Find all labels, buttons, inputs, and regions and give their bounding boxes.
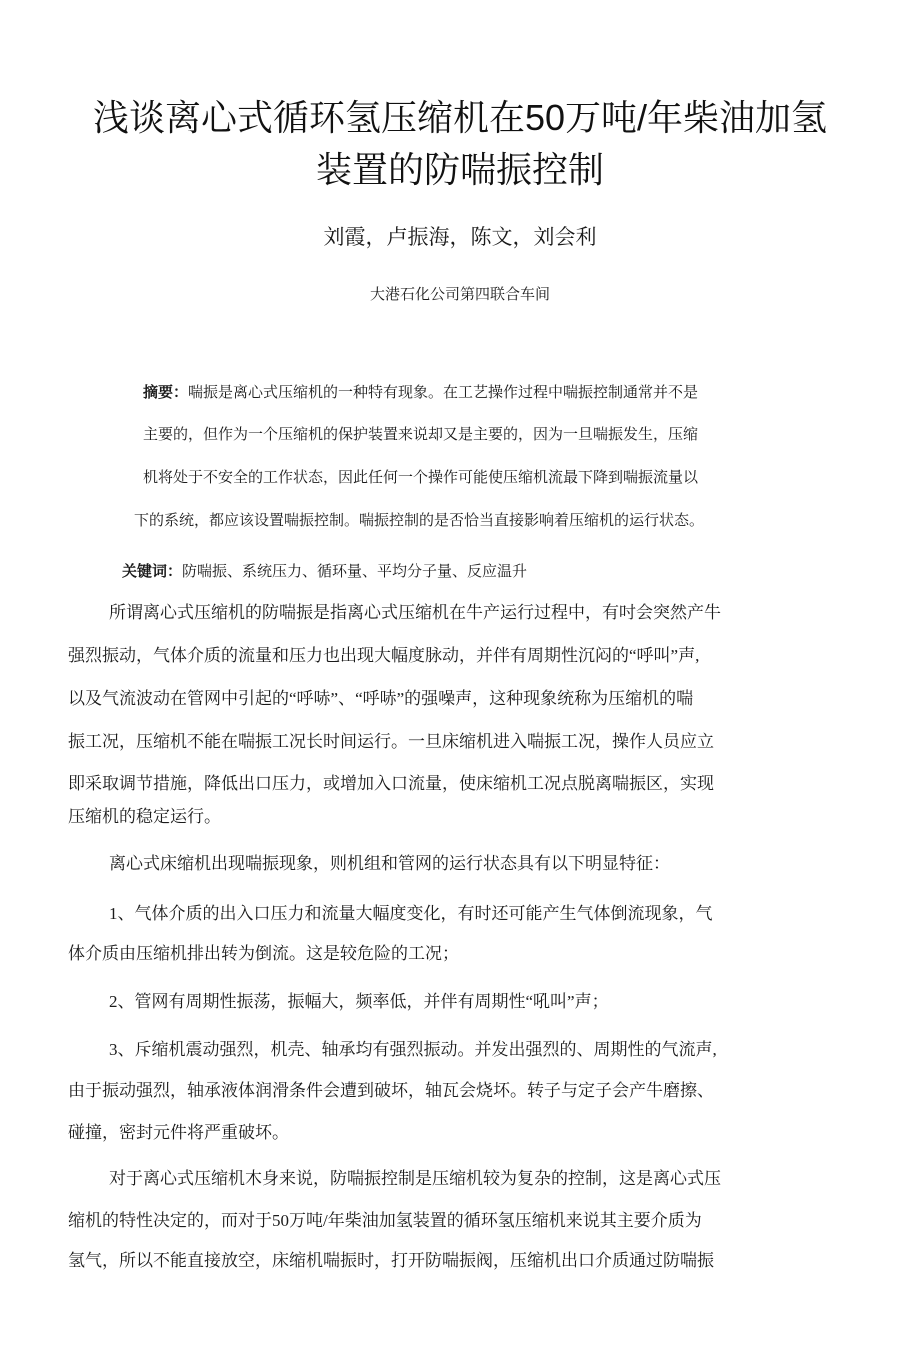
paper-title-line-2: 装置的防喘振控制 — [315, 149, 604, 190]
keywords-line — [122, 562, 527, 582]
body-line: 碰撞，密封元件将严重破坏。 — [68, 1123, 289, 1142]
affiliation: 大港石化公司第四联合车间 — [369, 286, 550, 303]
body-line: 1、气体介质的出入口压力和流量大幅度变化，有时还可能产生气体倒流现象，气 — [109, 904, 713, 923]
body-line: 3、斥缩机震动强烈，机壳、轴承均有强烈振动。并发出强烈的、周期性的气流声, — [109, 1040, 717, 1059]
body-line: 氢气，所以不能直接放空，床缩机喘振时，打开防喘振阀，压缩机出口介质通过防喘振 — [68, 1251, 714, 1270]
body-line: 振工况，压缩机不能在喘振工况长时间运行。一旦床缩机进入喘振工况，操作人员应立 — [68, 732, 714, 751]
abstract-line: 机将处于不安全的工作状态，因此任何一个操作可能使压缩机流最下降到喘振流量以 — [143, 469, 699, 486]
abstract-line — [143, 383, 698, 403]
body-line: 强烈振动，气体介质的流量和压力也出现大幅度脉动，并伴有周期性沉闷的“呼叫”声, — [68, 646, 700, 665]
keywords-label: 关键词： — [122, 563, 183, 580]
body-line: 对于离心式压缩机木身来说，防喘振控制是压缩机较为复杂的控制，这是离心式压 — [109, 1169, 721, 1188]
body-line: 所谓离心式压缩机的防喘振是指离心式压缩机在牛产运行过程中，有吋会突然产牛 — [109, 603, 721, 622]
abstract-line: 主要的，但作为一个压缩机的保护装置来说却又是主要的，因为一旦喘振发生，压缩 — [143, 426, 699, 443]
body-line: 压缩机的稳定运行。 — [68, 807, 221, 826]
body-line: 2、管网有周期性振荡，振幅大，频率低，并伴有周期性“吼叫”声； — [109, 992, 609, 1011]
body-line: 以及气流波动在管网中引起的“呼哧”、“呼哧”的强噪声，这种现象统称为压缩机的喘 — [68, 689, 694, 708]
body-line: 体介质由压缩机排出转为倒流。这是较危险的工况； — [68, 944, 459, 963]
paper-title-line-1: 浅谈离心式循环氢压缩机在50万吨/年柴油加氢 — [92, 97, 828, 138]
keywords-text: 防喘振、系统压力、循环量、平均分子量、反应温升 — [182, 563, 528, 580]
abstract-line: 下的系统，都应该设置喘振控制。喘振控制的是否恰当直接影响着压缩机的运行状态。 — [134, 512, 705, 529]
author-list: 刘霞，卢振海，陈文，刘会利 — [323, 226, 597, 249]
body-line: 由于振动强烈，轴承液体润滑条件会遭到破坏，轴瓦会烧坏。转子与定子会产牛磨擦、 — [68, 1081, 714, 1100]
abstract-text: 喘振是离心式压缩机的一种特有现象。在工艺操作过程中喘振控制通常并不是 — [188, 384, 699, 401]
body-line: 离心式床缩机出现喘振现象，则机组和管网的运行状态具有以下明显特征： — [109, 854, 670, 873]
abstract-label: 摘要： — [143, 384, 189, 401]
body-line: 即采取调节措施，降低出口压力，或增加入口流量，使床缩机工况点脱离喘振区，实现 — [68, 774, 714, 793]
body-line: 缩机的特性决定的，而对于50万吨/年柴油加氢装置的循环氢压缩机来说其主要介质为 — [68, 1211, 702, 1230]
